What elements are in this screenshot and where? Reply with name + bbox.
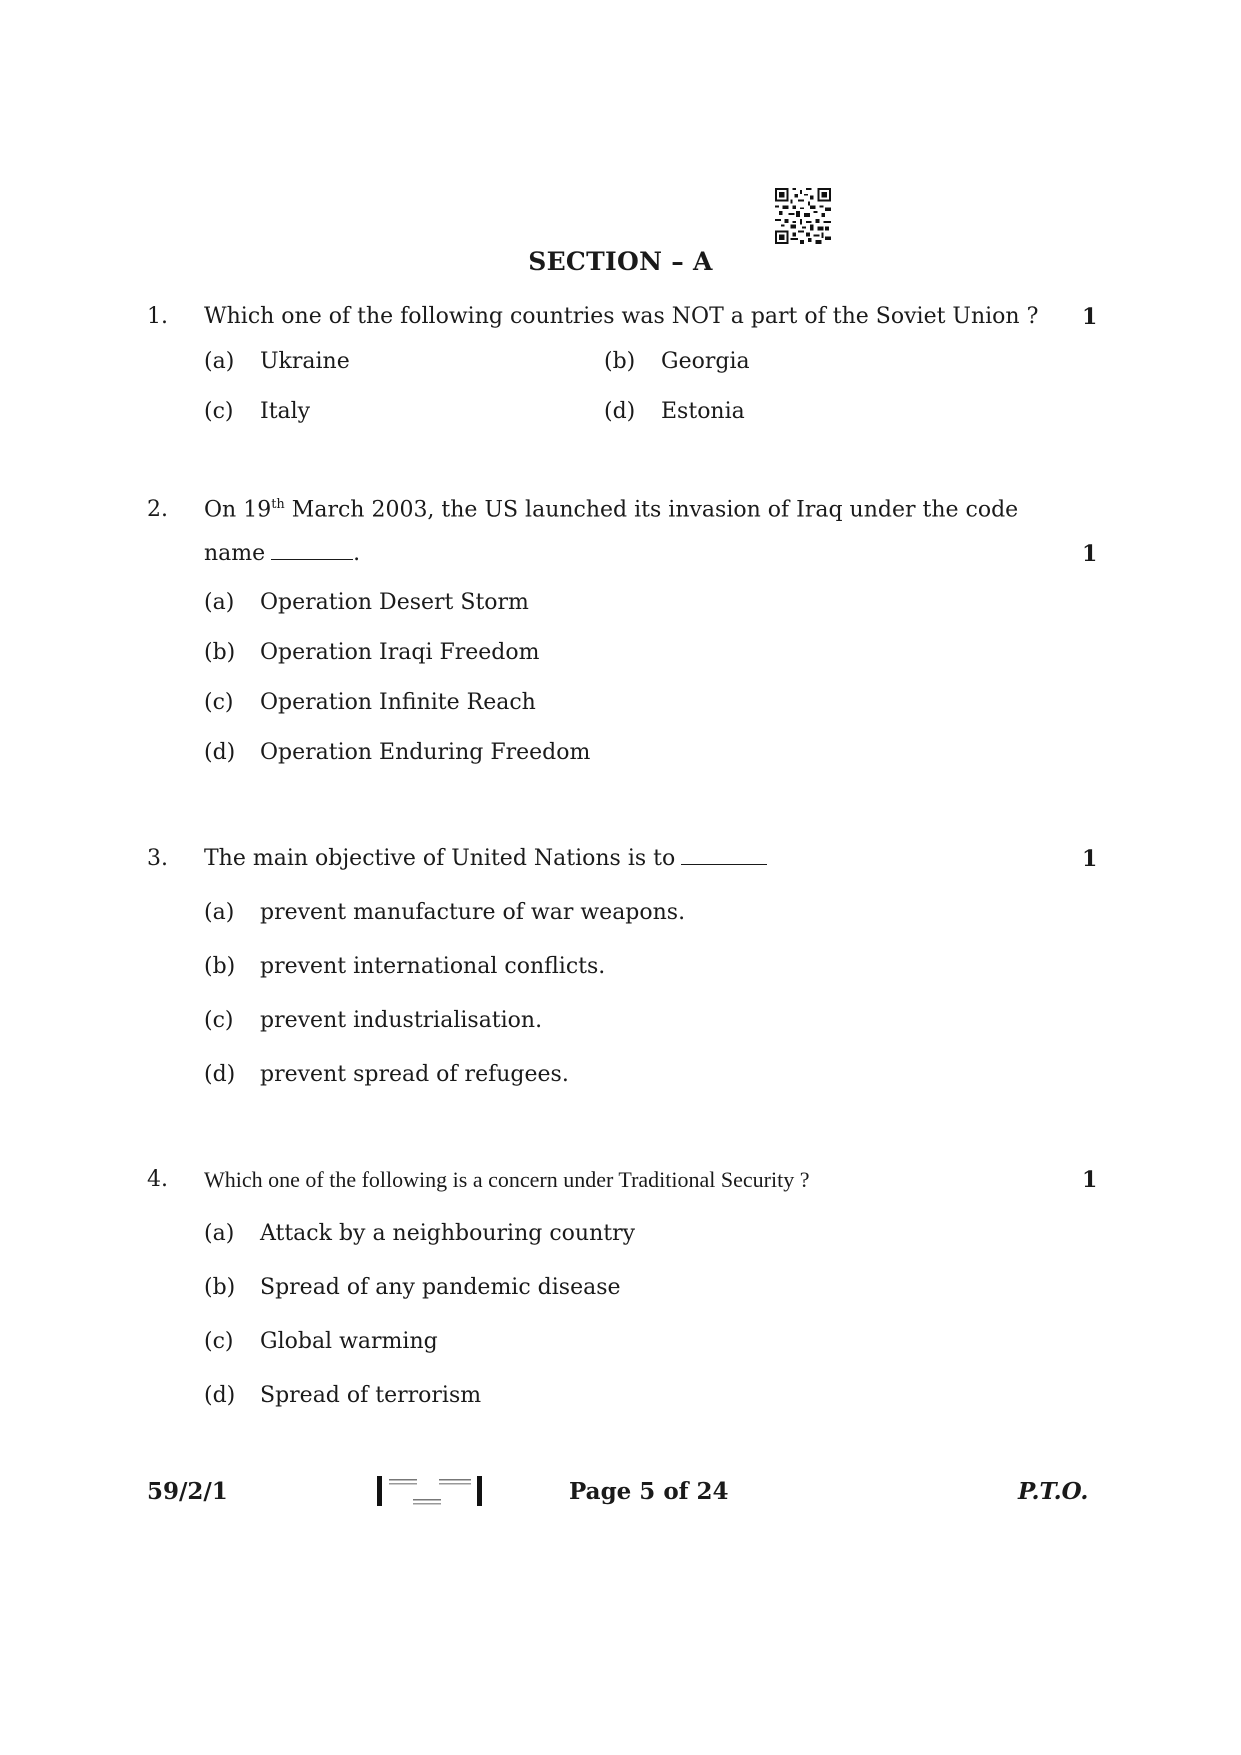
question-text-line2 [204,541,360,566]
option-text: Italy [260,399,311,424]
option-text: prevent spread of refugees. [260,1062,569,1087]
question-text-part: On 19 [204,497,272,523]
option-letter: (c) [204,690,234,715]
question-number: 3. [147,846,168,871]
question-text-line [204,846,767,871]
question-text: The main objective of United Nations is to [204,846,676,871]
option-letter: (d) [204,1062,236,1087]
section-title: SECTION – A [528,247,713,276]
option-text: Global warming [260,1329,438,1354]
paper-code: 59/2/1 [147,1478,228,1505]
question-text-part: March 2003, the US launched its invasion of Iraq under the code [284,497,1019,523]
question-marks: 1 [1082,304,1098,330]
question-number: 1. [147,304,168,329]
option-text: Georgia [661,349,750,374]
answer-blank [271,559,353,560]
barcode-icon [377,1473,483,1509]
pto-label: P.T.O. [1018,1478,1089,1505]
option-letter: (c) [204,399,234,424]
qr-code-icon [775,188,831,244]
option-letter: (a) [204,590,235,615]
option-letter: (b) [204,954,236,979]
question-marks: 1 [1082,1167,1098,1193]
option-text: prevent manufacture of war weapons. [260,900,686,925]
option-text: prevent industrialisation. [260,1008,543,1033]
option-letter: (a) [204,349,235,374]
option-text: Operation Infinite Reach [260,690,536,715]
question-number: 2. [147,497,168,522]
option-text: prevent international conflicts. [260,954,606,979]
question-text: Which one of the following is a concern under Traditional Security ? [204,1167,810,1192]
option-text: Operation Desert Storm [260,590,529,615]
question-text-part: name [204,541,266,566]
option-letter: (c) [204,1329,234,1354]
option-letter: (d) [604,399,636,424]
option-letter: (d) [204,740,236,765]
question-number: 4. [147,1167,168,1192]
option-text: Operation Enduring Freedom [260,740,591,765]
option-letter: (b) [604,349,636,374]
option-text: Spread of any pandemic disease [260,1275,621,1300]
option-letter: (b) [204,1275,236,1300]
option-text: Ukraine [260,349,350,374]
answer-blank [681,864,767,865]
option-letter: (b) [204,640,236,665]
option-text: Attack by a neighbouring country [260,1221,636,1246]
option-letter: (a) [204,900,235,925]
question-text-part: . [353,541,361,566]
ordinal-suffix: th [271,497,285,512]
option-letter: (d) [204,1383,236,1408]
option-letter: (c) [204,1008,234,1033]
question-marks: 1 [1082,846,1098,872]
question-text [204,497,1018,522]
option-letter: (a) [204,1221,235,1246]
question-marks: 1 [1082,541,1098,567]
option-text: Spread of terrorism [260,1383,482,1408]
question-text: Which one of the following countries was NOT a part of the Soviet Union ? [204,304,1039,329]
option-text: Operation Iraqi Freedom [260,640,540,665]
page-number: Page 5 of 24 [569,1478,729,1505]
option-text: Estonia [661,399,745,424]
